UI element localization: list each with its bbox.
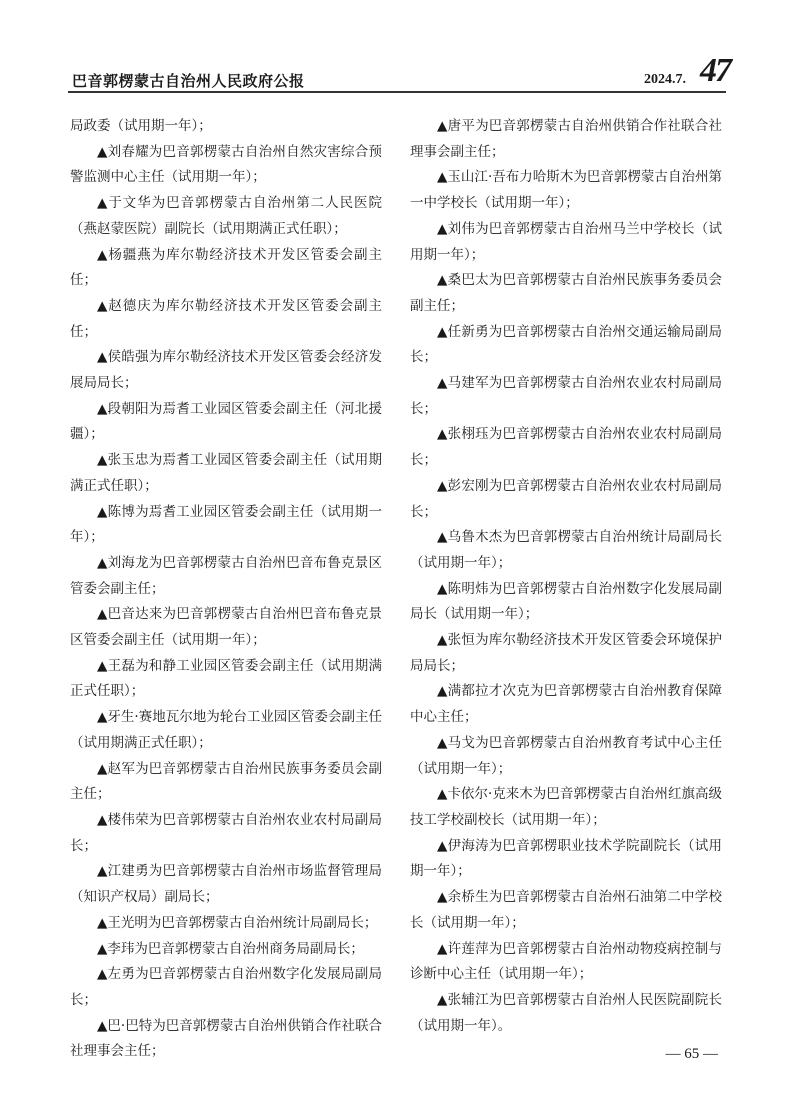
appointment-paragraph: ▲陈博为焉耆工业园区管委会副主任（试用期一年）； [70, 503, 382, 546]
issue-page-number: 47 [700, 52, 730, 89]
appointment-paragraph: ▲王光明为巴音郭楞蒙古自治州统计局副局长； [97, 914, 378, 931]
appointment-paragraph: ▲张玉忠为焉耆工业园区管委会副主任（试用期满正式任职）； [70, 452, 382, 494]
appointment-paragraph: 局政委（试用期一年）； [70, 118, 212, 134]
appointment-paragraph: ▲王磊为和静工业园区管委会副主任（试用期满正式任职）； [70, 657, 382, 700]
appointment-paragraph: ▲巴·巴特为巴音郭楞蒙古自治州供销合作社联合社理事会主任； [70, 1017, 382, 1060]
page-header [68, 52, 730, 92]
appointment-paragraph: ▲伊海涛为巴音郭楞职业技术学院副院长（试用期一年）； [410, 837, 722, 880]
appointment-paragraph: ▲许莲萍为巴音郭楞蒙古自治州动物疫病控制与诊断中心主任（试用期一年）； [410, 940, 722, 983]
appointment-paragraph: ▲张恒为库尔勒经济技术开发区管委会环境保护局局长； [410, 632, 722, 674]
appointment-paragraph: ▲张栩珏为巴音郭楞蒙古自治州农业农村局副局长； [410, 426, 722, 469]
appointment-paragraph: ▲刘伟为巴音郭楞蒙古自治州马兰中学校长（试用期一年）； [410, 220, 722, 263]
appointment-paragraph: ▲彭宏刚为巴音郭楞蒙古自治州农业农村局副局长； [410, 477, 722, 520]
appointment-paragraph: ▲赵军为巴音郭楞蒙古自治州民族事务委员会副主任； [70, 760, 382, 803]
publication-title: 巴音郭楞蒙古自治州人民政府公报 [72, 72, 305, 90]
appointment-paragraph: ▲侯皓强为库尔勒经济技术开发区管委会经济发展局局长； [70, 349, 382, 392]
appointment-paragraph: ▲刘春耀为巴音郭楞蒙古自治州自然灾害综合预警监测中心主任（试用期一年）； [70, 143, 382, 186]
left-column [70, 114, 382, 1065]
appointment-paragraph: ▲段朝阳为焉耆工业园区管委会副主任（河北援疆）； [70, 400, 382, 443]
appointment-paragraph: ▲江建勇为巴音郭楞蒙古自治州市场监督管理局（知识产权局）副局长； [70, 863, 382, 906]
appointment-paragraph: ▲余桥生为巴音郭楞蒙古自治州石油第二中学校长（试用期一年）； [410, 889, 722, 931]
appointment-paragraph: ▲于文华为巴音郭楞蒙古自治州第二人民医院（燕赵蒙医院）副院长（试用期满正式任职）； [70, 195, 382, 237]
appointment-paragraph: ▲乌鲁木杰为巴音郭楞蒙古自治州统计局副局长（试用期一年）； [410, 529, 722, 571]
right-column [410, 114, 722, 1039]
appointment-paragraph: ▲马戈为巴音郭楞蒙古自治州教育考试中心主任（试用期一年）； [410, 734, 722, 777]
issue-number: 2024.7. [644, 72, 686, 87]
appointment-paragraph: ▲卡依尔·克来木为巴音郭楞蒙古自治州红旗高级技工学校副校长（试用期一年）； [410, 786, 722, 828]
appointment-paragraph: ▲巴音达来为巴音郭楞蒙古自治州巴音布鲁克景区管委会副主任（试用期一年）； [70, 606, 382, 649]
appointment-paragraph: ▲牙生·赛地瓦尔地为轮台工业园区管委会副主任（试用期满正式任职）； [70, 709, 382, 751]
appointment-paragraph: ▲左勇为巴音郭楞蒙古自治州数字化发展局副局长； [70, 966, 382, 1008]
appointment-paragraph: ▲李玮为巴音郭楞蒙古自治州商务局副局长； [97, 940, 364, 957]
appointment-paragraph: ▲张辅江为巴音郭楞蒙古自治州人民医院副院长（试用期一年）。 [410, 991, 722, 1034]
header-divider [68, 91, 726, 93]
page-number: — 65 — [665, 1046, 718, 1062]
appointment-paragraph: ▲玉山江·吾布力哈斯木为巴音郭楞蒙古自治州第一中学校长（试用期一年）； [410, 169, 722, 212]
appointment-paragraph: ▲任新勇为巴音郭楞蒙古自治州交通运输局副局长； [410, 323, 722, 366]
appointment-paragraph: ▲桑巴太为巴音郭楞蒙古自治州民族事务委员会副主任； [410, 272, 722, 314]
appointment-paragraph: ▲陈明炜为巴音郭楞蒙古自治州数字化发展局副局长（试用期一年）； [410, 580, 722, 623]
appointment-paragraph: ▲赵德庆为库尔勒经济技术开发区管委会副主任； [70, 297, 382, 340]
appointment-paragraph: ▲满都拉才次克为巴音郭楞蒙古自治州教育保障中心主任； [410, 683, 722, 726]
appointment-paragraph: ▲刘海龙为巴音郭楞蒙古自治州巴音布鲁克景区管委会副主任； [70, 554, 382, 597]
appointment-paragraph: ▲楼伟荣为巴音郭楞蒙古自治州农业农村局副局长； [70, 811, 382, 854]
appointment-paragraph: ▲唐平为巴音郭楞蒙古自治州供销合作社联合社理事会副主任； [410, 118, 722, 160]
appointment-paragraph: ▲杨疆燕为库尔勒经济技术开发区管委会副主任； [70, 246, 382, 289]
appointment-paragraph: ▲马建军为巴音郭楞蒙古自治州农业农村局副局长； [410, 375, 722, 417]
